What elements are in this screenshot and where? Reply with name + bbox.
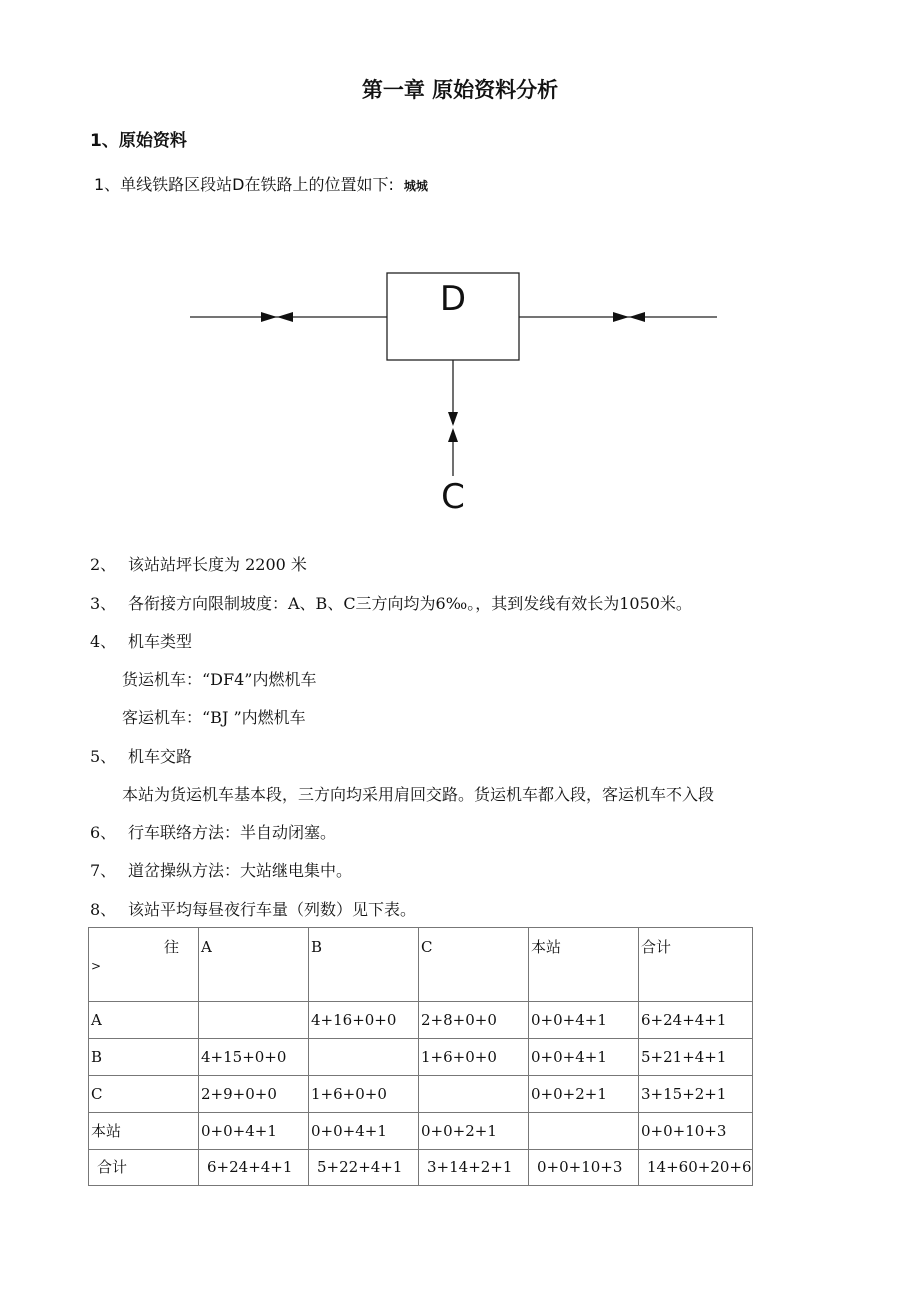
item-1 [94,172,428,195]
passenger-loco: 客运机车：“BJ ”内燃机车 [122,708,306,727]
table-cell: 6+24+4+1 [639,1002,753,1039]
table-cell: 4+15+0+0 [199,1039,309,1076]
branch-arrow-down [448,412,458,426]
header-cell: C [419,928,529,1002]
table-cell: 0+0+10+3 [639,1113,753,1150]
table-row [89,1113,753,1150]
left-arrow-left [277,312,293,322]
item-5: 5、 机车交路 [90,747,193,766]
station-diagram [185,262,725,524]
table-cell: 3+15+2+1 [639,1076,753,1113]
table-cell: 1+6+0+0 [419,1039,529,1076]
page-title: 第一章 原始资料分析 [361,78,559,102]
table-cell: 0+0+4+1 [199,1113,309,1150]
item-2: 2、 该站站坪长度为 2200 米 [90,555,307,574]
row-label: B [89,1039,199,1076]
item-6: 6、 行车联络方法：半自动闭塞。 [90,823,337,842]
item-1-text: 1、单线铁路区段站D在铁路上的位置如下: [94,175,394,194]
header-cell: 合计 [639,928,753,1002]
row-label: 本站 [89,1113,199,1150]
right-arrow-right [613,312,629,322]
item-7: 7、 道岔操纵方法：大站继电集中。 [90,861,353,880]
table-cell: 4+16+0+0 [309,1002,419,1039]
item-1-note: 城城 [403,179,428,193]
table-cell [529,1113,639,1150]
table-cell: 14+60+20+6 [639,1150,753,1186]
table-cell [199,1002,309,1039]
table-cell: 1+6+0+0 [309,1076,419,1113]
table-header-row [89,928,753,1002]
table-row [89,1039,753,1076]
table-cell: 0+0+4+1 [529,1002,639,1039]
freight-loco: 货运机车：“DF4”内燃机车 [122,670,317,689]
station-label: D [439,279,467,319]
table-cell: 0+0+4+1 [529,1039,639,1076]
header-cell: 本站 [529,928,639,1002]
table-cell: 5+21+4+1 [639,1039,753,1076]
row-label: A [89,1002,199,1039]
table-cell: 6+24+4+1 [199,1150,309,1186]
item-8: 8、 该站平均每昼夜行车量（列数）见下表。 [90,900,417,919]
table-cell: 3+14+2+1 [419,1150,529,1186]
left-arrow-right [261,312,277,322]
table-cell: 2+9+0+0 [199,1076,309,1113]
table-cell [309,1039,419,1076]
loco-routing-desc: 本站为货运机车基本段，三方向均采用肩回交路。货运机车都入段，客运机车不入段 [122,785,715,804]
branch-label: C [441,477,465,517]
table-cell: 0+0+4+1 [309,1113,419,1150]
row-label: 合计 [89,1150,199,1186]
branch-arrow-up [448,428,458,442]
table-cell: 0+0+10+3 [529,1150,639,1186]
table-corner-cell: 往 > [89,928,199,1002]
header-cell: B [309,928,419,1002]
header-cell: A [199,928,309,1002]
table-cell: 2+8+0+0 [419,1002,529,1039]
table-row [89,1076,753,1113]
table-cell: 5+22+4+1 [309,1150,419,1186]
item-3: 3、 各衔接方向限制坡度：A、B、C三方向均为6‰。，其到发线有效长为1050米。 [90,594,692,613]
section-heading: 1、原始资料 [90,131,187,151]
table-row [89,1002,753,1039]
row-label: C [89,1076,199,1113]
table-cell: 0+0+2+1 [419,1113,529,1150]
right-arrow-left [629,312,645,322]
table-cell: 0+0+2+1 [529,1076,639,1113]
table-cell [419,1076,529,1113]
traffic-table [88,927,753,1186]
table-total-row [89,1150,753,1186]
item-4: 4、 机车类型 [90,632,193,651]
